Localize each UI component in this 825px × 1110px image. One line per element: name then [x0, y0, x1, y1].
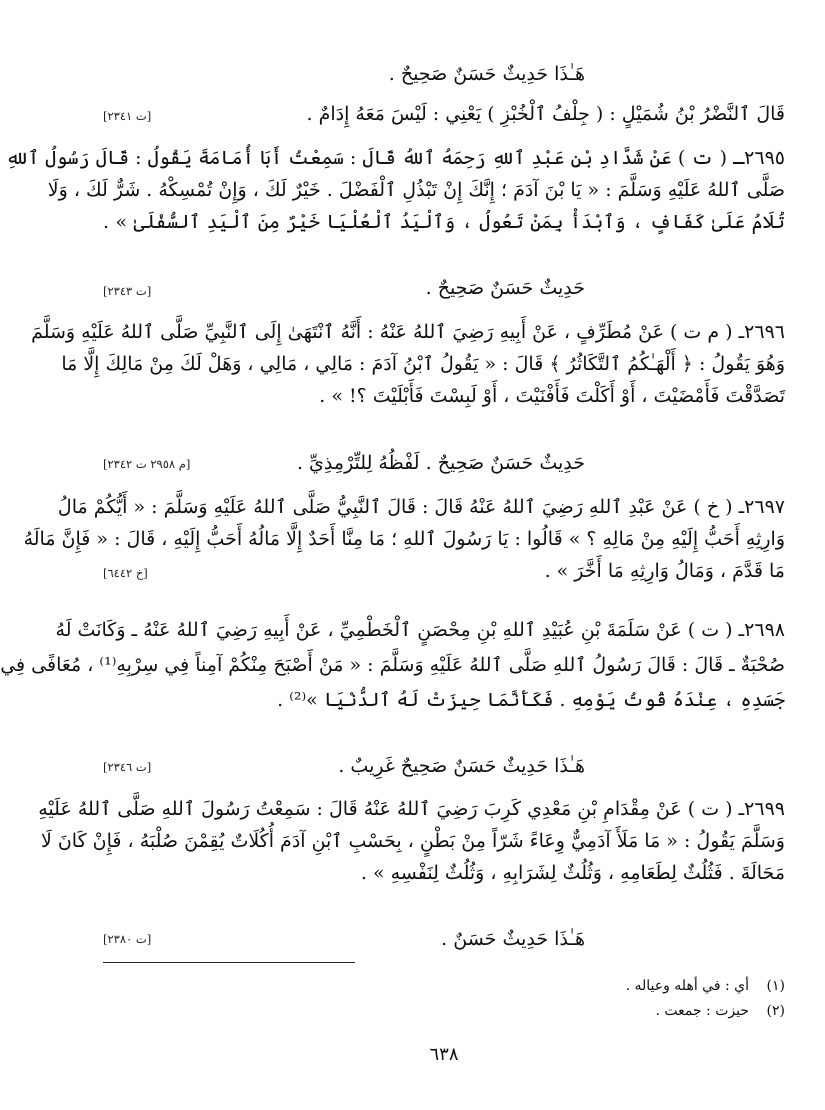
hadith-2699-line: ٢٦٩٩ـ ( ت ) عَنْ مِقْدَامِ بْنِ مَعْدِي كَرِبَ رَضِيَ ٱللهُ عَنْهُ قَالَ : سَمِعْتُ رَسُولَ ٱللهِ صَلَّى ٱللهُ عَلَيْهِ: [38, 798, 785, 820]
hadith-2698-line: صُحْبَةٌ ـ قَالَ : قَالَ رَسُولُ ٱللهِ صَلَّى ٱللهُ عَلَيْهِ وَسَلَّمَ : « مَنْ أَصْبَحَ مِنْكُمْ آمِناً فِي سِرْبِهِ⁽¹⁾ ، مُعَافًى فِي: [0, 654, 785, 676]
source-reference: [ت ٢٣٤٣]: [103, 284, 152, 298]
hadith-2695-line: تُلَامُ عَلَىٰ كَفَافٍ ، وَٱبْدَأْ بِمَنْ تَعُولُ ، وَٱلْيَدُ ٱلْعُلْيَا خَيْرٌ مِنَ ٱلْيَدِ ٱلسُّفْلَىٰ » .: [103, 211, 785, 233]
grading-line: هَـٰذَا حَدِيثٌ حَسَنٌ صَحِيحٌ غَرِيبٌ .: [338, 755, 585, 777]
hadith-2699-line: وَسَلَّمَ يَقُولُ : « مَا مَلَأَ آدَمِيٌّ وِعَاءً شَرّاً مِنْ بَطْنٍ ، بِحَسْبِ ٱبْنِ آدَمَ أُكُلَاتٌ يُقِمْنَ صُلْبَهُ ، فَإِنْ كَانَ لَا: [40, 830, 785, 852]
hadith-2697-line: وَارِثِهِ أَحَبُّ إِلَيْهِ مِنْ مَالِهِ ؟ » قَالُوا : يَا رَسُولَ ٱللهِ ؛ مَا مِنَّا أَحَدٌ إِلَّا مَالُهُ أَحَبُّ إِلَيْهِ ، قَالَ : « فَإِنَّ مَالَهُ: [23, 528, 785, 550]
hadith-2698-line: ٢٦٩٨ـ ( ت ) عَنْ سَلَمَةَ بْنِ عُبَيْدِ ٱللهِ بْنِ مِحْصَنٍ ٱلْخَطْمِيِّ ، عَنْ أَبِيهِ رَضِيَ ٱللهُ عَنْهُ ـ وَكَانَتْ لَهُ: [55, 619, 785, 641]
hadith-2699-line: مَحَالَةَ . فَثُلُثٌ لِطَعَامِهِ ، وَثُلُثٌ لِشَرَابِهِ ، وَثُلُثٌ لِنَفْسِهِ » .: [360, 862, 785, 884]
hadith-2695-line: ٢٦٩٥ـ ( ت ) عَنْ شَدَّادِ بْنِ عَبْدِ ٱللهِ رَحِمَهُ ٱللهُ قَالَ : سَمِعْتُ أَبَا أُمَامَةَ يَقُولُ : قَالَ رَسُولُ ٱللهِ: [5, 147, 785, 169]
source-reference: [ت ٢٣٤١]: [103, 109, 152, 123]
grading-line: هَـٰذَا حَدِيثٌ حَسَنٌ .: [441, 928, 585, 950]
footnote-separator: [103, 962, 355, 963]
hadith-2697-line: ٢٦٩٧ـ ( خ ) عَنْ عَبْدِ ٱللهِ رَضِيَ ٱللهُ عَنْهُ قَالَ : قَالَ ٱلنَّبِيُّ صَلَّى ٱللهُ عَلَيْهِ وَسَلَّمَ : « أَيُّكُمْ مَالُ: [57, 496, 785, 518]
hadith-2697-line: مَا قَدَّمَ ، وَمَالُ وَارِثِهِ مَا أَخَّرَ » .: [544, 560, 785, 582]
footnote-number: (٢): [766, 1003, 785, 1019]
hadith-2696-line: وَهُوَ يَقُولُ : ﴿ أَلْهَـٰكُمُ ٱلتَّكَاثُرُ ﴾ قَالَ : « يَقُولُ ٱبْنُ آدَمَ : مَالِي ، مَالِي ، وَهَلْ لَكَ مِنْ مَالِكَ إِلَّا مَا: [61, 353, 785, 375]
hadith-2696-line: ٢٦٩٦ـ ( م ت ) عَنْ مُطَرِّفٍ ، عَنْ أَبِيهِ رَضِيَ ٱللهُ عَنْهُ : أَنَّهُ ٱنْتَهَىٰ إِلَى ٱلنَّبِيِّ صَلَّى ٱللهُ عَلَيْهِ وَسَلَّمَ: [31, 321, 785, 343]
hadith-2698-line: جَسَدِهِ ، عِنْدَهُ قُوتُ يَوْمِهِ . فَكَأَنَّمَا حِيزَتْ لَهُ ٱلدُّنْيَا »⁽²⁾ .: [277, 689, 785, 711]
footnote: [103, 1001, 785, 1021]
grading-line: حَدِيثٌ حَسَنٌ صَحِيحٌ .: [425, 277, 585, 299]
source-reference: [م ٢٩٥٨ ت ٢٣٤٢]: [103, 457, 191, 471]
footnote-number: (١): [766, 978, 785, 994]
page-number: ٦٣٨: [429, 1044, 459, 1065]
footnote: [103, 976, 785, 996]
hadith-2695-line: صَلَّى ٱللهُ عَلَيْهِ وَسَلَّمَ : « يَا بْنَ آدَمَ ؛ إِنَّكَ إِنْ تَبْذُلِ ٱلْفَضْلَ . خَيْرٌ لَكَ ، وَإِنْ تُمْسِكْهُ . شَرٌّ لَكَ ، وَلَا: [47, 179, 785, 201]
source-reference: [ت ٢٣٨٠]: [103, 932, 152, 946]
source-reference: [خ ٦٤٤٢]: [103, 566, 148, 580]
footnote-text: حيزت : جمعت .: [655, 1003, 749, 1019]
footnote-text: أي : في أهله وعياله .: [625, 978, 749, 994]
source-reference: [ت ٢٣٤٦]: [103, 760, 152, 774]
grading-line: هَـٰذَا حَدِيثٌ حَسَنٌ صَحِيحٌ .: [388, 63, 585, 85]
hadith-2696-line: تَصَدَّقْتَ فَأَمْضَيْتَ ، أَوْ أَكَلْتَ فَأَفْنَيْتَ ، أَوْ لَبِسْتَ فَأَبْلَيْتَ ؟! » .: [319, 385, 785, 407]
text-line: قَالَ ٱلنَّضْرُ بْنُ شُمَيْلٍ : ( جِلْفُ ٱلْخُبْزِ ) يَعْنِي : لَيْسَ مَعَهُ إِدَامٌ .: [306, 103, 785, 125]
grading-line: حَدِيثٌ حَسَنٌ صَحِيحٌ . لَفْظُهُ لِلتِّرْمِذِيِّ .: [296, 452, 585, 474]
